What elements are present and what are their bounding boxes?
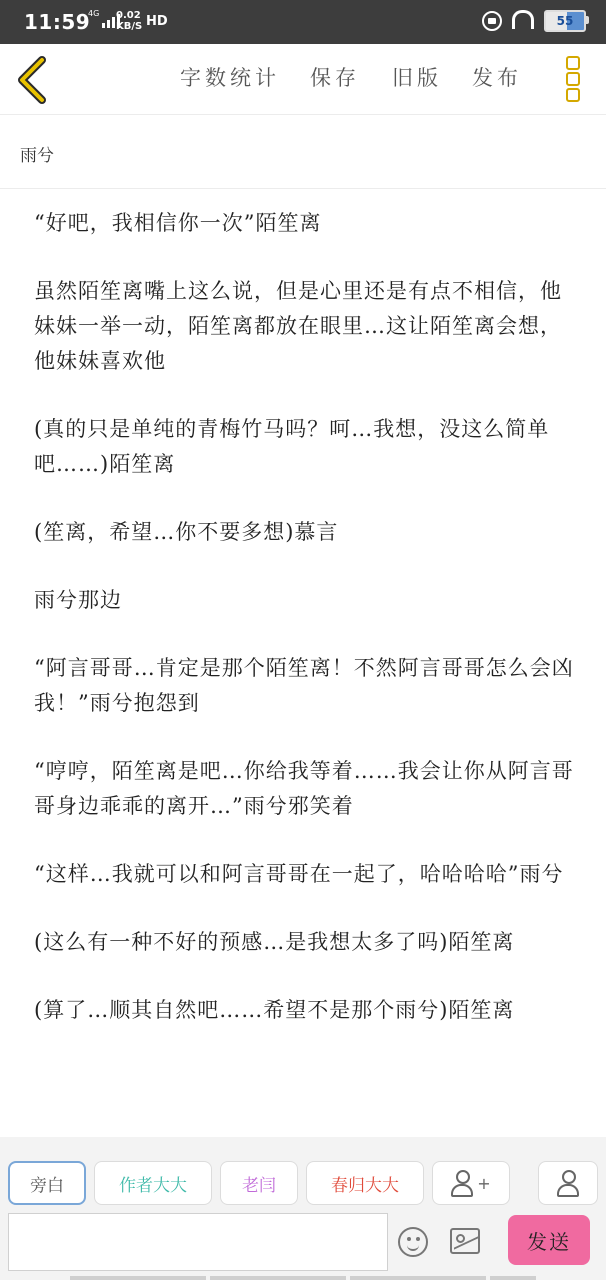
role-laoyan-button[interactable]: 老闫	[220, 1161, 298, 1205]
battery-level: 55	[556, 14, 574, 28]
network-speed-value: 0.02	[116, 10, 141, 21]
paragraph: (这么有一种不好的预感…是我想太多了吗)陌笙离	[34, 930, 515, 954]
word-count-button[interactable]: 字数统计	[180, 66, 280, 90]
paragraph: “阿言哥哥…肯定是那个陌笙离！不然阿言哥哥怎么会凶我！”雨兮抱怨到	[34, 656, 574, 715]
send-button[interactable]: 发送	[508, 1215, 590, 1265]
paragraph: (笙离，希望…你不要多想)慕言	[34, 520, 339, 544]
headset-icon	[512, 10, 534, 29]
paragraph: 雨兮那边	[34, 588, 122, 612]
add-role-button[interactable]	[432, 1161, 510, 1205]
more-vertical-icon	[566, 56, 580, 70]
plus-label: +	[477, 1173, 491, 1193]
old-version-button[interactable]: 旧版	[392, 66, 442, 90]
editor-toolbar	[0, 44, 606, 115]
role-author-button[interactable]: 作者大大	[94, 1161, 212, 1205]
lock-rotation-icon	[482, 11, 502, 31]
paragraph: “好吧，我相信你一次”陌笙离	[34, 211, 322, 235]
profile-button[interactable]	[538, 1161, 598, 1205]
network-speed-unit: KB/S	[116, 21, 143, 32]
paragraph: 虽然陌笙离嘴上这么说，但是心里还是有点不相信，他妹妹一举一动，陌笙离都放在眼里…这让陌笙离会想，他妹妹喜欢他	[34, 279, 562, 373]
back-button[interactable]	[12, 54, 52, 104]
network-speed	[116, 10, 142, 32]
battery-icon	[544, 10, 586, 32]
status-time: 11:59	[24, 10, 91, 34]
network-type: 4G	[88, 9, 100, 18]
publish-button[interactable]: 发布	[472, 66, 522, 90]
paragraph: “哼哼，陌笙离是吧…你给我等着……我会让你从阿言哥哥身边乖乖的离开…”雨兮邪笑着	[34, 759, 574, 818]
paragraph: (算了…顺其自然吧……希望不是那个雨兮)陌笙离	[34, 998, 515, 1022]
hd-icon: HD	[146, 14, 168, 29]
message-input[interactable]	[8, 1213, 388, 1271]
chevron-left-icon	[12, 54, 52, 104]
paragraph: “这样…我就可以和阿言哥哥在一起了，哈哈哈哈”雨兮	[34, 862, 564, 886]
emoji-icon[interactable]	[398, 1227, 428, 1257]
add-person-icon	[451, 1170, 473, 1196]
role-chungui-button[interactable]: 春归大大	[306, 1161, 424, 1205]
role-narrator-button[interactable]: 旁白	[8, 1161, 86, 1205]
save-button[interactable]: 保存	[310, 66, 360, 90]
navigation-bar	[70, 1276, 536, 1280]
paragraph: (真的只是单纯的青梅竹马吗？呵…我想，没这么简单吧……)陌笙离	[34, 417, 550, 476]
person-icon	[557, 1170, 579, 1196]
status-bar	[0, 0, 606, 44]
chapter-title-field[interactable]	[0, 115, 606, 189]
image-icon[interactable]	[450, 1228, 480, 1254]
composer-bar	[0, 1137, 606, 1280]
story-content[interactable]	[34, 206, 574, 1126]
chapter-title: 雨兮	[20, 146, 54, 166]
more-menu-button[interactable]	[566, 56, 580, 102]
